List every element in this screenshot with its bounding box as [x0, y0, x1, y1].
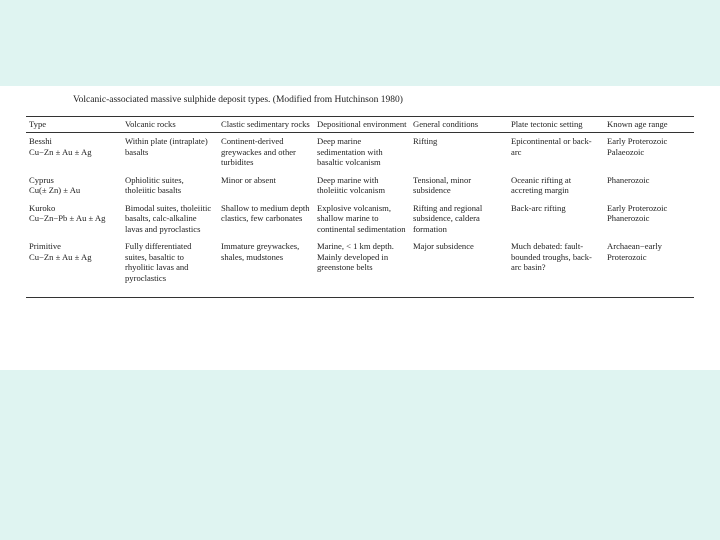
cell-depositional-environment: Explosive volcanism, shallow marine to continental sedimentation	[317, 202, 406, 234]
cell-type	[26, 238, 122, 297]
table-row	[26, 200, 694, 238]
cell-type	[26, 133, 122, 172]
header-type: Type	[29, 119, 47, 129]
cell-depositional-environment: Deep marine with tholeiitic volcanism	[317, 174, 386, 196]
cell-known-age-range: Phanerozoic	[607, 174, 650, 185]
deposit-metals: Cu(± Zn) ± Au	[29, 185, 81, 196]
cell-depositional-environment: Deep marine sedimentation with basaltic volcanism	[317, 136, 383, 168]
cell-volcanic-rocks: Ophiolitic suites, tholeiitic basalts	[125, 174, 184, 196]
cell-volcanic-rocks: Fully differentiated suites, basaltic to rhyolitic lavas and pyroclastics	[125, 241, 192, 283]
table-row	[26, 172, 694, 200]
cell-plate-tectonic-setting: Epicontinental or back-arc	[511, 136, 592, 157]
header-clastic-rocks: Clastic sedimentary rocks	[221, 119, 310, 129]
deposit-metals: Cu−Zn ± Au ± Ag	[29, 146, 92, 157]
deposit-metals: Cu−Zn−Pb ± Au ± Ag	[29, 213, 106, 224]
deposit-type-name: Besshi	[29, 136, 52, 147]
cell-known-age-range: Early Proterozoic Palaeozoic	[607, 136, 668, 157]
header-row	[26, 117, 694, 133]
cell-type	[26, 172, 122, 200]
cell-general-conditions: Tensional, minor subsidence	[413, 174, 472, 196]
cell-general-conditions: Rifting	[413, 136, 438, 147]
deposit-type-name: Cyprus	[29, 174, 54, 185]
header-general-conditions: General conditions	[413, 119, 479, 129]
cell-plate-tectonic-setting: Back-arc rifting	[511, 202, 566, 213]
cell-clastic-rocks: Immature greywackes, shales, mudstones	[221, 241, 300, 262]
cell-known-age-range: Early Proterozoic Phanerozoic	[607, 202, 668, 224]
header-known-age-range: Known age range	[607, 119, 668, 129]
header-plate-tectonic-setting: Plate tectonic setting	[511, 119, 583, 129]
header-depositional-environment: Depositional environment	[317, 119, 407, 129]
deposit-types-table	[26, 116, 694, 298]
cell-clastic-rocks: Shallow to medium depth clastics, few carbonates	[221, 202, 310, 224]
cell-volcanic-rocks: Bimodal suites, tholeiitic basalts, calc-alkaline lavas and pyroclastics	[125, 202, 212, 234]
header-volcanic-rocks: Volcanic rocks	[125, 119, 176, 129]
cell-general-conditions: Rifting and regional subsidence, caldera formation	[413, 202, 483, 234]
cell-clastic-rocks: Continent-derived greywackes and other turbidites	[221, 136, 296, 168]
document-page	[0, 86, 720, 370]
deposit-metals: Cu−Zn ± Au ± Ag	[29, 251, 92, 262]
cell-plate-tectonic-setting: Oceanic rifting at accreting margin	[511, 174, 572, 196]
cell-volcanic-rocks: Within plate (intraplate) basalts	[125, 136, 208, 157]
cell-plate-tectonic-setting: Much debated: fault-bounded troughs, back-arc basin?	[511, 241, 592, 273]
deposit-type-name: Primitive	[29, 241, 61, 252]
table-row	[26, 238, 694, 297]
cell-depositional-environment: Marine, < 1 km depth. Mainly developed in greenstone belts	[317, 241, 394, 273]
table-row	[26, 133, 694, 172]
deposit-type-name: Kuroko	[29, 202, 56, 213]
cell-known-age-range: Archaean−early Proterozoic	[607, 241, 662, 262]
cell-clastic-rocks: Minor or absent	[221, 174, 276, 185]
table-caption: Volcanic-associated massive sulphide deposit types. (Modified from Hutchinson 1980)	[73, 95, 403, 105]
cell-type	[26, 200, 122, 238]
cell-general-conditions: Major subsidence	[413, 241, 474, 252]
